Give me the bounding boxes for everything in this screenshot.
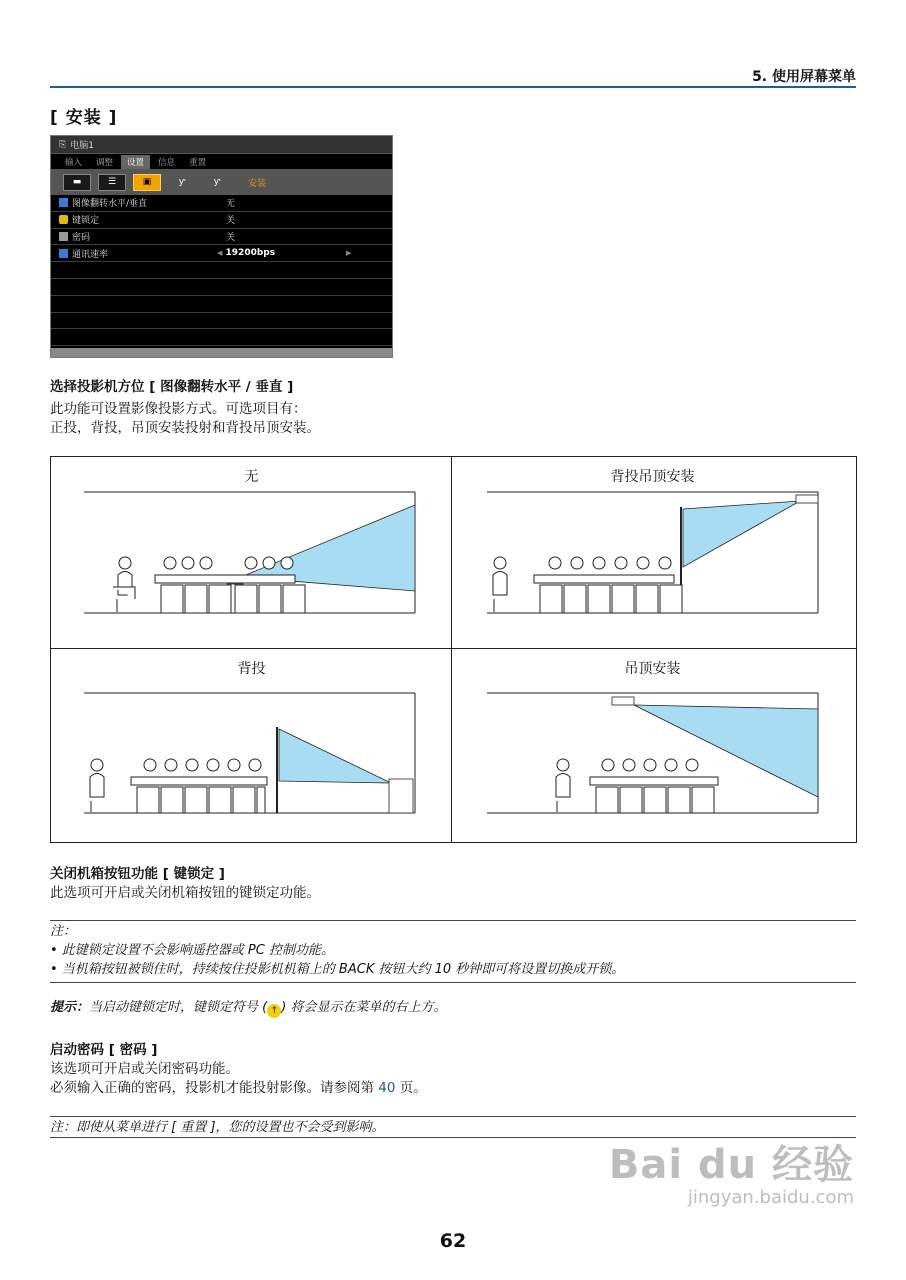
menu-row-empty <box>51 296 392 313</box>
menu-row-keylock[interactable] <box>51 212 392 229</box>
password-title: 启动密码 [ 密码 ] <box>50 1042 158 1058</box>
installation-icon[interactable]: ▣ <box>133 174 161 191</box>
menu-row-label: 图像翻转水平/垂直 <box>72 199 148 210</box>
hint-text-after: ) 将会显示在菜单的右上方。 <box>281 1000 447 1015</box>
note-label: 注： <box>50 924 77 939</box>
menu-tab-info[interactable]: 信息 <box>158 158 176 168</box>
menu-tab-input[interactable]: 输入 <box>65 158 83 168</box>
menu-screenshot <box>50 135 393 358</box>
menu-title: 电脑1 <box>70 141 94 151</box>
hint-text-before: 当启动键锁定时，键锁定符号 ( <box>89 1000 268 1015</box>
right-arrow-icon[interactable]: ▶ <box>346 249 352 258</box>
orientation-cell-rear-ceiling <box>452 457 853 648</box>
left-arrow-icon[interactable]: ◀ <box>217 249 223 258</box>
orientation-caption: 背投吊顶安装 <box>610 469 695 485</box>
menu-row-empty <box>51 262 392 279</box>
rear-projection-illustration <box>51 649 452 842</box>
menu-row-empty <box>51 329 392 346</box>
options-wrench-icon[interactable]: ƴ <box>178 177 186 187</box>
menu-row-value: 无 <box>226 199 236 210</box>
menu-row-password[interactable] <box>51 229 392 246</box>
page-link[interactable]: 40 <box>378 1080 396 1096</box>
hint-line <box>50 998 446 1018</box>
orientation-caption: 吊顶安装 <box>624 661 681 677</box>
front-projection-illustration <box>51 457 452 648</box>
menu-tab-setup[interactable]: 设置 <box>121 155 150 169</box>
note-top-rule <box>50 920 856 921</box>
watermark-brand: Bai du 经验 <box>608 1142 854 1188</box>
menu-row-orientation[interactable] <box>51 195 392 212</box>
ceiling-projection-illustration <box>452 649 856 842</box>
orientation-illustration-grid <box>50 456 857 843</box>
page-number: 62 <box>439 1230 467 1252</box>
section-title: [ 安装 ] <box>50 108 118 128</box>
orientation-desc-1: 此功能可设置影像投影方式。可选项目有： <box>50 401 307 417</box>
menu-section-label: 安装 <box>248 178 267 189</box>
menu-row-value: ◀ 19200bps <box>217 248 276 259</box>
menu-row-label: 密码 <box>72 232 91 243</box>
menu-row-label: 键锁定 <box>72 216 100 227</box>
chapter-heading: 5. 使用屏幕菜单 <box>752 69 856 85</box>
watermark-url: jingyan.baidu.com <box>687 1187 854 1208</box>
screen-settings-icon[interactable]: ▬ <box>63 174 91 191</box>
menu-icon-row <box>51 169 392 195</box>
menu-row-empty <box>51 313 392 330</box>
note-item-1: • 此键锁定设置不会影响遥控器或 PC 控制功能。 <box>50 943 334 958</box>
lock-icon <box>59 215 68 224</box>
advanced-wrench-icon[interactable]: ƴ <box>213 177 221 187</box>
header-divider <box>50 86 856 88</box>
password-desc-1: 该选项可开启或关闭密码功能。 <box>50 1061 239 1077</box>
baidu-watermark <box>609 1143 854 1209</box>
password-icon <box>59 232 68 241</box>
orientation-desc-2: 正投，背投，吊顶安装投射和背投吊顶安装。 <box>50 420 320 436</box>
orientation-cell-front <box>51 457 452 648</box>
communication-icon <box>59 249 68 258</box>
keylock-desc: 此选项可开启或关闭机箱按钮的键锁定功能。 <box>50 885 320 901</box>
menu-bottom-bar <box>51 348 392 357</box>
password-note-bottom-rule <box>50 1137 856 1138</box>
orientation-icon <box>59 198 68 207</box>
menu-tabs <box>51 154 392 169</box>
hint-label: 提示： <box>50 1000 90 1015</box>
rear-ceiling-projection-illustration <box>452 457 856 648</box>
orientation-caption: 背投 <box>237 661 266 677</box>
menu-row-value: 关 <box>226 232 236 243</box>
menu-row-comm-speed[interactable] <box>51 245 392 262</box>
password-note: 注：即使从菜单进行 [ 重置 ]，您的设置也不会受到影响。 <box>50 1120 385 1135</box>
menu-row-label: 通讯速率 <box>72 249 109 260</box>
key-lock-icon: ↑ <box>267 1004 281 1018</box>
menu-titlebar <box>51 136 392 154</box>
menu-row-empty <box>51 279 392 296</box>
orientation-cell-ceiling <box>452 649 853 840</box>
keylock-title: 关闭机箱按钮功能 [ 键锁定 ] <box>50 866 225 882</box>
menu-tab-reset[interactable]: 重置 <box>189 158 207 168</box>
password-note-top-rule <box>50 1116 856 1117</box>
menu-tab-adjust[interactable]: 调整 <box>96 158 114 168</box>
orientation-cell-rear <box>51 649 452 840</box>
note-bottom-rule <box>50 982 856 983</box>
orientation-caption: 无 <box>244 469 259 485</box>
orientation-title: 选择投影机方位 [ 图像翻转水平 / 垂直 ] <box>50 379 294 395</box>
note-item-2: • 当机箱按钮被锁住时，持续按住投影机机箱上的 BACK 按钮大约 10 秒钟即可将设置切换成开锁。 <box>50 962 625 977</box>
menu-row-value: 关 <box>226 216 236 227</box>
computer-source-icon: ⎘ <box>59 139 67 150</box>
menu-settings-icon[interactable]: ☰ <box>98 174 126 191</box>
password-desc-2: 必须输入正确的密码，投影机才能投射影像。请参阅第 40 页。 <box>50 1080 427 1096</box>
